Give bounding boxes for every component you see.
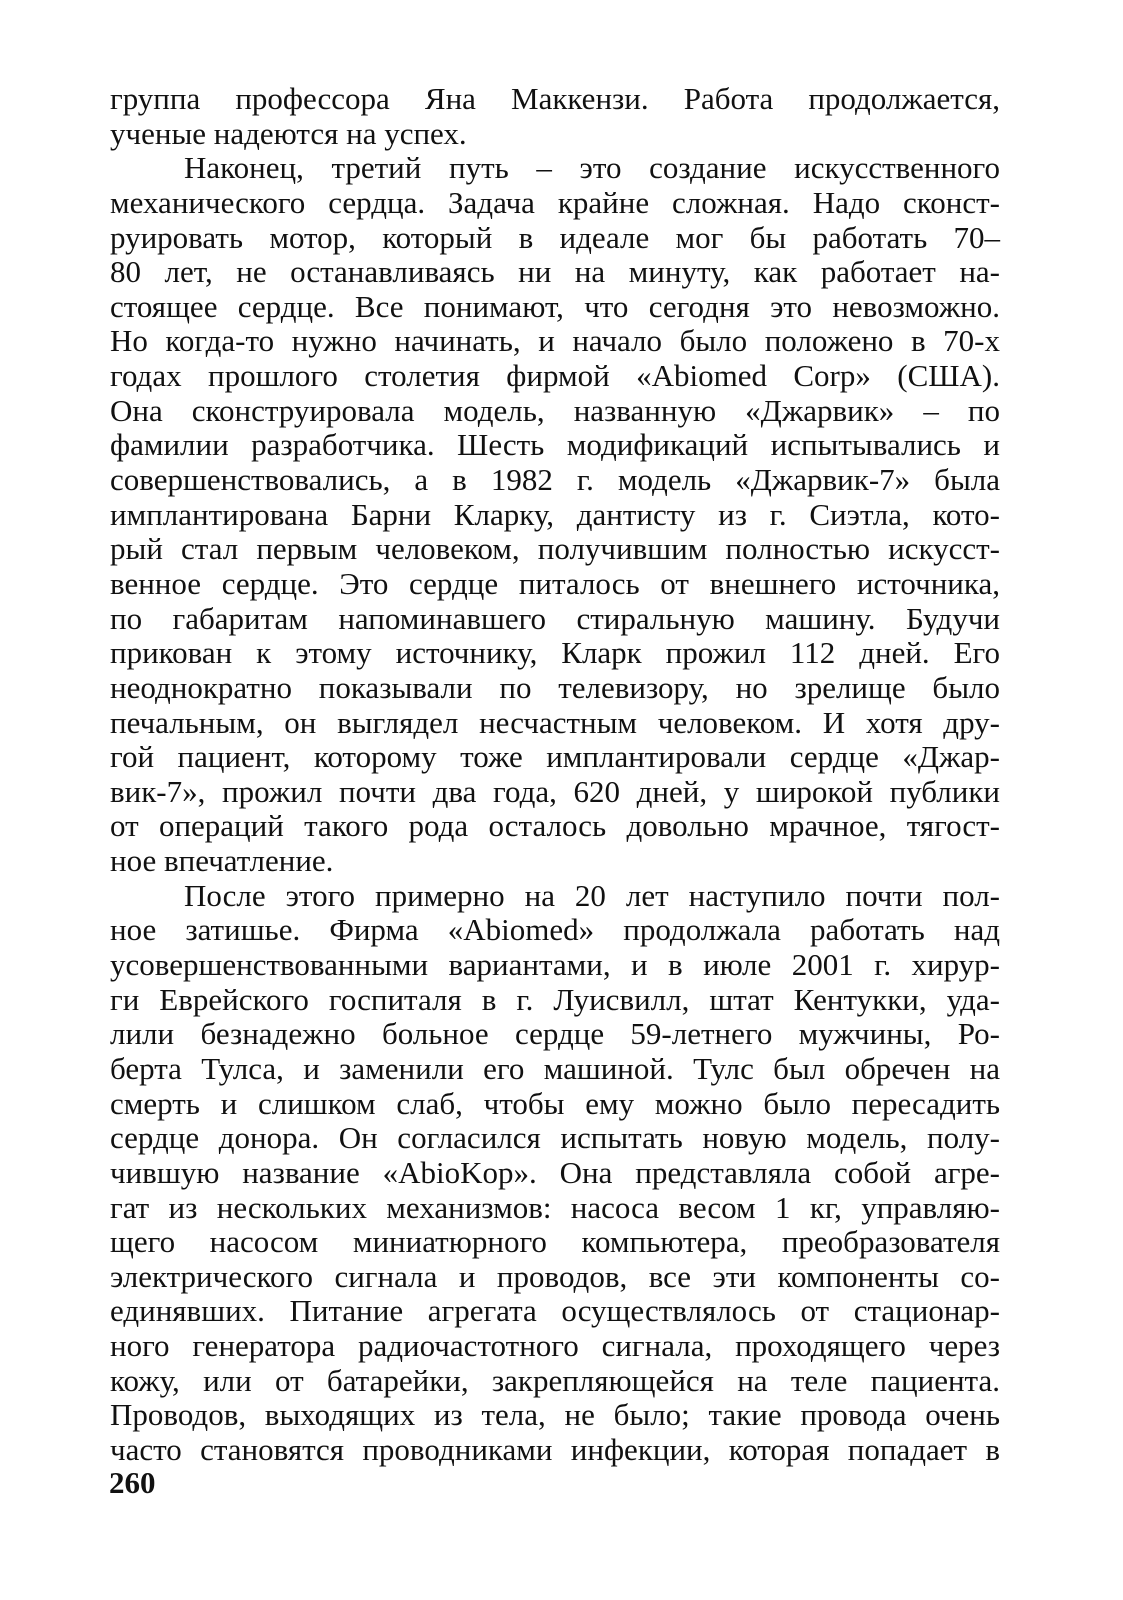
text-line: гой пациент, которому тоже имплантировали сердце «Джар- — [110, 739, 1000, 775]
text-line: годах прошлого столетия фирмой «Abiomed Corp» (США). — [110, 358, 1000, 394]
text-line: Но когда-то нужно начинать, и начало было положено в 70-х — [110, 323, 1000, 359]
text-line: После этого примерно на 20 лет наступило почти пол- — [184, 877, 1000, 913]
text-line: стоящее сердце. Все понимают, что сегодня это невозможно. — [110, 288, 1000, 324]
text-line: венное сердце. Это сердце питалось от внешнего источника, — [110, 565, 1000, 601]
text-line: лили безнадежно больное сердце 59-летнего мужчины, Ро- — [110, 1016, 1000, 1052]
text-line: ное затишье. Фирма «Abiomed» продолжала работать над — [110, 912, 1000, 948]
text-line: рый стал первым человеком, получившим полностью искусст- — [110, 531, 1000, 567]
text-line: совершенствовались, а в 1982 г. модель «Джарвик-7» была — [110, 462, 1000, 498]
text-line: ное впечатление. — [110, 843, 334, 879]
text-line: щего насосом миниатюрного компьютера, преобразователя — [110, 1224, 1000, 1260]
text-line: Наконец, третий путь – это создание искусственного — [184, 150, 1000, 186]
text-line: 80 лет, не останавливаясь ни на минуту, как работает на- — [110, 254, 1000, 290]
text-line: берта Тулса, и заменили его машиной. Тулс был обречен на — [110, 1050, 1000, 1086]
text-line: печальным, он выглядел несчастным человеком. И хотя дру- — [110, 704, 1000, 740]
text-line: смерть и слишком слаб, чтобы ему можно было пересадить — [110, 1085, 1000, 1121]
text-line: усовершенствованными вариантами, и в июле 2001 г. хирур- — [110, 947, 1000, 983]
text-line: электрического сигнала и проводов, все эти компоненты со- — [110, 1258, 1000, 1294]
text-line: сердце донора. Он согласился испытать новую модель, полу- — [110, 1120, 1000, 1156]
text-line: Проводов, выходящих из тела, не было; такие провода очень — [110, 1397, 1000, 1433]
text-line: по габаритам напоминавшего стиральную машину. Будучи — [110, 600, 1000, 636]
text-line: прикован к этому источнику, Кларк прожил 112 дней. Его — [110, 635, 1000, 671]
text-line: единявших. Питание агрегата осуществлялось от стационар- — [110, 1293, 1000, 1329]
text-line: механического сердца. Задача крайне сложная. Надо сконст- — [110, 184, 1000, 220]
text-line: ученые надеются на успех. — [110, 115, 467, 151]
page-number: 260 — [109, 1465, 156, 1500]
text-line: от операций такого рода осталось довольно мрачное, тягост- — [110, 808, 1000, 844]
text-line: кожу, или от батарейки, закрепляющейся на теле пациента. — [110, 1362, 1000, 1398]
text-line: ги Еврейского госпиталя в г. Луисвилл, штат Кентукки, уда- — [110, 981, 1000, 1017]
text-line: часто становятся проводниками инфекции, которая попадает в — [110, 1431, 1000, 1467]
body-text — [110, 82, 1000, 1468]
text-line: гат из нескольких механизмов: насоса весом 1 кг, управляю- — [110, 1189, 1000, 1225]
text-line: группа профессора Яна Маккензи. Работа продолжается, — [110, 81, 1000, 116]
paragraph — [110, 879, 1000, 1468]
text-line: чившую название «AbioKop». Она представляла собой агре- — [110, 1154, 1000, 1190]
text-line: неоднократно показывали по телевизору, но зрелище было — [110, 669, 1000, 705]
text-line: вик-7», прожил почти два года, 620 дней, у широкой публики — [110, 773, 1000, 809]
text-line: имплантирована Барни Кларку, дантисту из г. Сиэтла, кото- — [110, 496, 1000, 532]
paragraph — [110, 151, 1000, 878]
paragraph — [110, 82, 1000, 151]
text-line: руировать мотор, который в идеале мог бы работать 70– — [110, 219, 1000, 255]
text-line: Она сконструировала модель, названную «Джарвик» – по — [110, 392, 1000, 428]
text-line: ного генератора радиочастотного сигнала, проходящего через — [110, 1328, 1000, 1364]
text-line: фамилии разработчика. Шесть модификаций испытывались и — [110, 427, 1000, 463]
